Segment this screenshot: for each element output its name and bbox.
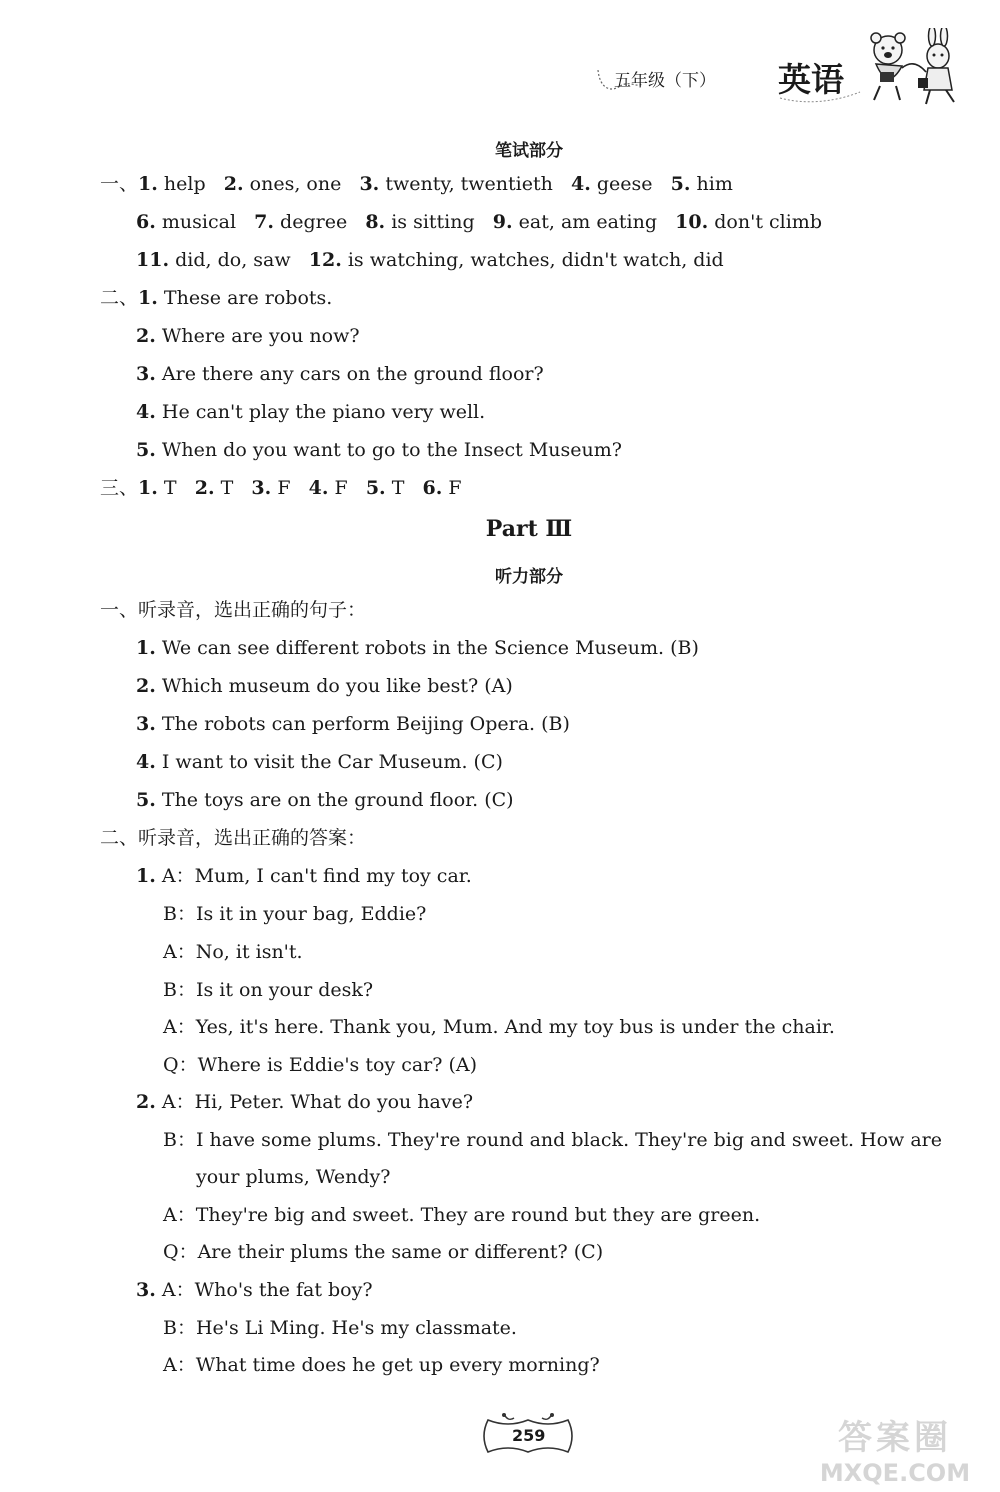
- listening-l1-item-5: [136, 788, 514, 812]
- answer-text: He can't play the piano very well.: [161, 401, 486, 423]
- dialogue-2-line-2: B：I have some plums. They're round and black. They're big and sweet. How are: [163, 1129, 943, 1151]
- dialogue-text: A：Mum, I can't find my toy car.: [161, 865, 472, 887]
- item-number: 3.: [251, 477, 272, 499]
- answer-text: F: [448, 477, 462, 499]
- answer-text: F: [277, 477, 291, 499]
- item-number: 2.: [136, 325, 156, 347]
- item-number: 11.: [136, 249, 170, 271]
- written-s3-row: [100, 476, 462, 500]
- answer-text: T: [163, 477, 177, 499]
- item-number: 3.: [136, 363, 156, 385]
- written-s2-item-2: [136, 324, 360, 348]
- item-number: 2.: [136, 1091, 156, 1113]
- page-number: 259: [512, 1426, 546, 1445]
- answer-text: don't climb: [714, 211, 822, 233]
- item-number: 3.: [359, 173, 380, 195]
- dialogue-text: A：Hi, Peter. What do you have?: [161, 1091, 474, 1113]
- item-number: 1.: [138, 173, 158, 195]
- answer-text: Where are you now?: [161, 325, 360, 347]
- item-number: 4.: [308, 477, 329, 499]
- dialogue-1-line-4: B：Is it on your desk?: [163, 979, 374, 1001]
- listening-l1-item-4: [136, 750, 503, 774]
- watermark-logo-text: 答案圈: [838, 1418, 952, 1458]
- answer-text: did, do, saw: [175, 249, 291, 271]
- dialogue-2-line-4: A：They're big and sweet. They are round but they are green.: [163, 1204, 761, 1226]
- answer-text: musical: [161, 211, 237, 233]
- written-s1-row-1: [100, 172, 733, 196]
- answer-text: F: [334, 477, 348, 499]
- dialogue-1-line-5: A：Yes, it's here. Thank you, Mum. And my toy bus is under the chair.: [163, 1016, 835, 1038]
- page-header: [590, 40, 970, 110]
- answer-text: twenty, twentieth: [385, 173, 553, 195]
- item-number: 2.: [223, 173, 244, 195]
- item-number: 5.: [136, 439, 156, 461]
- item-number: 3.: [136, 1279, 156, 1301]
- listening-l2-title: 二、听录音，选出正确的答案：: [100, 827, 367, 849]
- item-number: 12.: [308, 249, 342, 271]
- item-number: 4.: [570, 173, 591, 195]
- dialogue-3-line-2: B：He's Li Ming. He's my classmate.: [163, 1317, 517, 1339]
- answer-text: help: [163, 173, 206, 195]
- item-number: 5.: [136, 789, 156, 811]
- item-number: 4.: [136, 751, 156, 773]
- answer-text: The toys are on the ground floor. (C): [161, 789, 514, 811]
- dialogue-3-line-3: A：What time does he get up every morning?: [163, 1354, 600, 1376]
- answer-text: T: [391, 477, 405, 499]
- answer-text: We can see different robots in the Science Museum. (B): [161, 637, 699, 659]
- listening-l1-item-1: [136, 636, 699, 660]
- listening-section-title: 听力部分: [495, 567, 563, 587]
- item-number: 6.: [422, 477, 443, 499]
- item-number: 3.: [136, 713, 156, 735]
- bear-and-rabbit-illustration-icon: [858, 28, 970, 110]
- listening-l1-title: 一、听录音，选出正确的句子：: [100, 599, 367, 621]
- answer-text: These are robots.: [163, 287, 333, 309]
- dialogue-1-line-6: Q：Where is Eddie's toy car? (A): [163, 1054, 478, 1076]
- answer-text: geese: [596, 173, 653, 195]
- item-number: 7.: [254, 211, 274, 233]
- written-s2-item-1: [100, 286, 332, 310]
- item-number: 4.: [136, 401, 156, 423]
- dialogue-2-line-3: your plums, Wendy?: [196, 1166, 391, 1188]
- item-number: 5.: [670, 173, 691, 195]
- section-number: 二、: [100, 287, 139, 309]
- item-number: 1.: [136, 865, 156, 887]
- item-number: 10.: [675, 211, 709, 233]
- item-number: 6.: [136, 211, 156, 233]
- written-s2-item-5: [136, 438, 622, 462]
- answer-text: is watching, watches, didn't watch, did: [347, 249, 724, 271]
- dialogue-1-line-3: A：No, it isn't.: [163, 941, 303, 963]
- written-s2-item-3: [136, 362, 544, 386]
- answer-text: Which museum do you like best? (A): [161, 675, 513, 697]
- watermark: [800, 1410, 990, 1486]
- section-number: 一、: [100, 173, 139, 195]
- item-number: 2.: [136, 675, 156, 697]
- item-number: 9.: [492, 211, 513, 233]
- item-number: 2.: [194, 477, 215, 499]
- written-s1-row-3: [136, 248, 724, 272]
- written-s1-row-2: [136, 210, 822, 234]
- listening-l1-item-2: [136, 674, 513, 698]
- item-number: 5.: [365, 477, 386, 499]
- header-grade: 五年级（下）: [614, 71, 716, 91]
- item-number: 1.: [138, 477, 158, 499]
- answer-text: ones, one: [249, 173, 342, 195]
- item-number: 1.: [138, 287, 158, 309]
- header-subject: 英语: [778, 60, 844, 99]
- answer-text: eat, am eating: [518, 211, 658, 233]
- watermark-url-text: MXQE.COM: [819, 1459, 971, 1487]
- answer-text: degree: [280, 211, 348, 233]
- item-number: 1.: [136, 637, 156, 659]
- section-number: 三、: [100, 477, 139, 499]
- item-number: 8.: [365, 211, 386, 233]
- dialogue-text: A：Who's the fat boy?: [161, 1279, 373, 1301]
- written-section-title: 笔试部分: [495, 141, 563, 161]
- answer-text: Are there any cars on the ground floor?: [161, 363, 544, 385]
- answer-text: I want to visit the Car Museum. (C): [161, 751, 503, 773]
- page-number-badge: [478, 1412, 578, 1460]
- answer-text: When do you want to go to the Insect Museum?: [161, 439, 622, 461]
- answer-text: The robots can perform Beijing Opera. (B): [161, 713, 570, 735]
- dialogue-1-line-2: B：Is it in your bag, Eddie?: [163, 903, 427, 925]
- dialogue-1-line-1: [136, 864, 472, 888]
- written-s2-item-4: [136, 400, 485, 424]
- dialogue-3-line-1: [136, 1278, 373, 1302]
- answer-text: is sitting: [391, 211, 475, 233]
- part-title: Part Ⅲ: [485, 516, 573, 542]
- listening-l1-item-3: [136, 712, 570, 736]
- dialogue-2-line-5: Q：Are their plums the same or different? (C): [163, 1241, 604, 1263]
- dialogue-2-line-1: [136, 1090, 473, 1114]
- answer-text: T: [220, 477, 234, 499]
- answer-text: him: [696, 173, 733, 195]
